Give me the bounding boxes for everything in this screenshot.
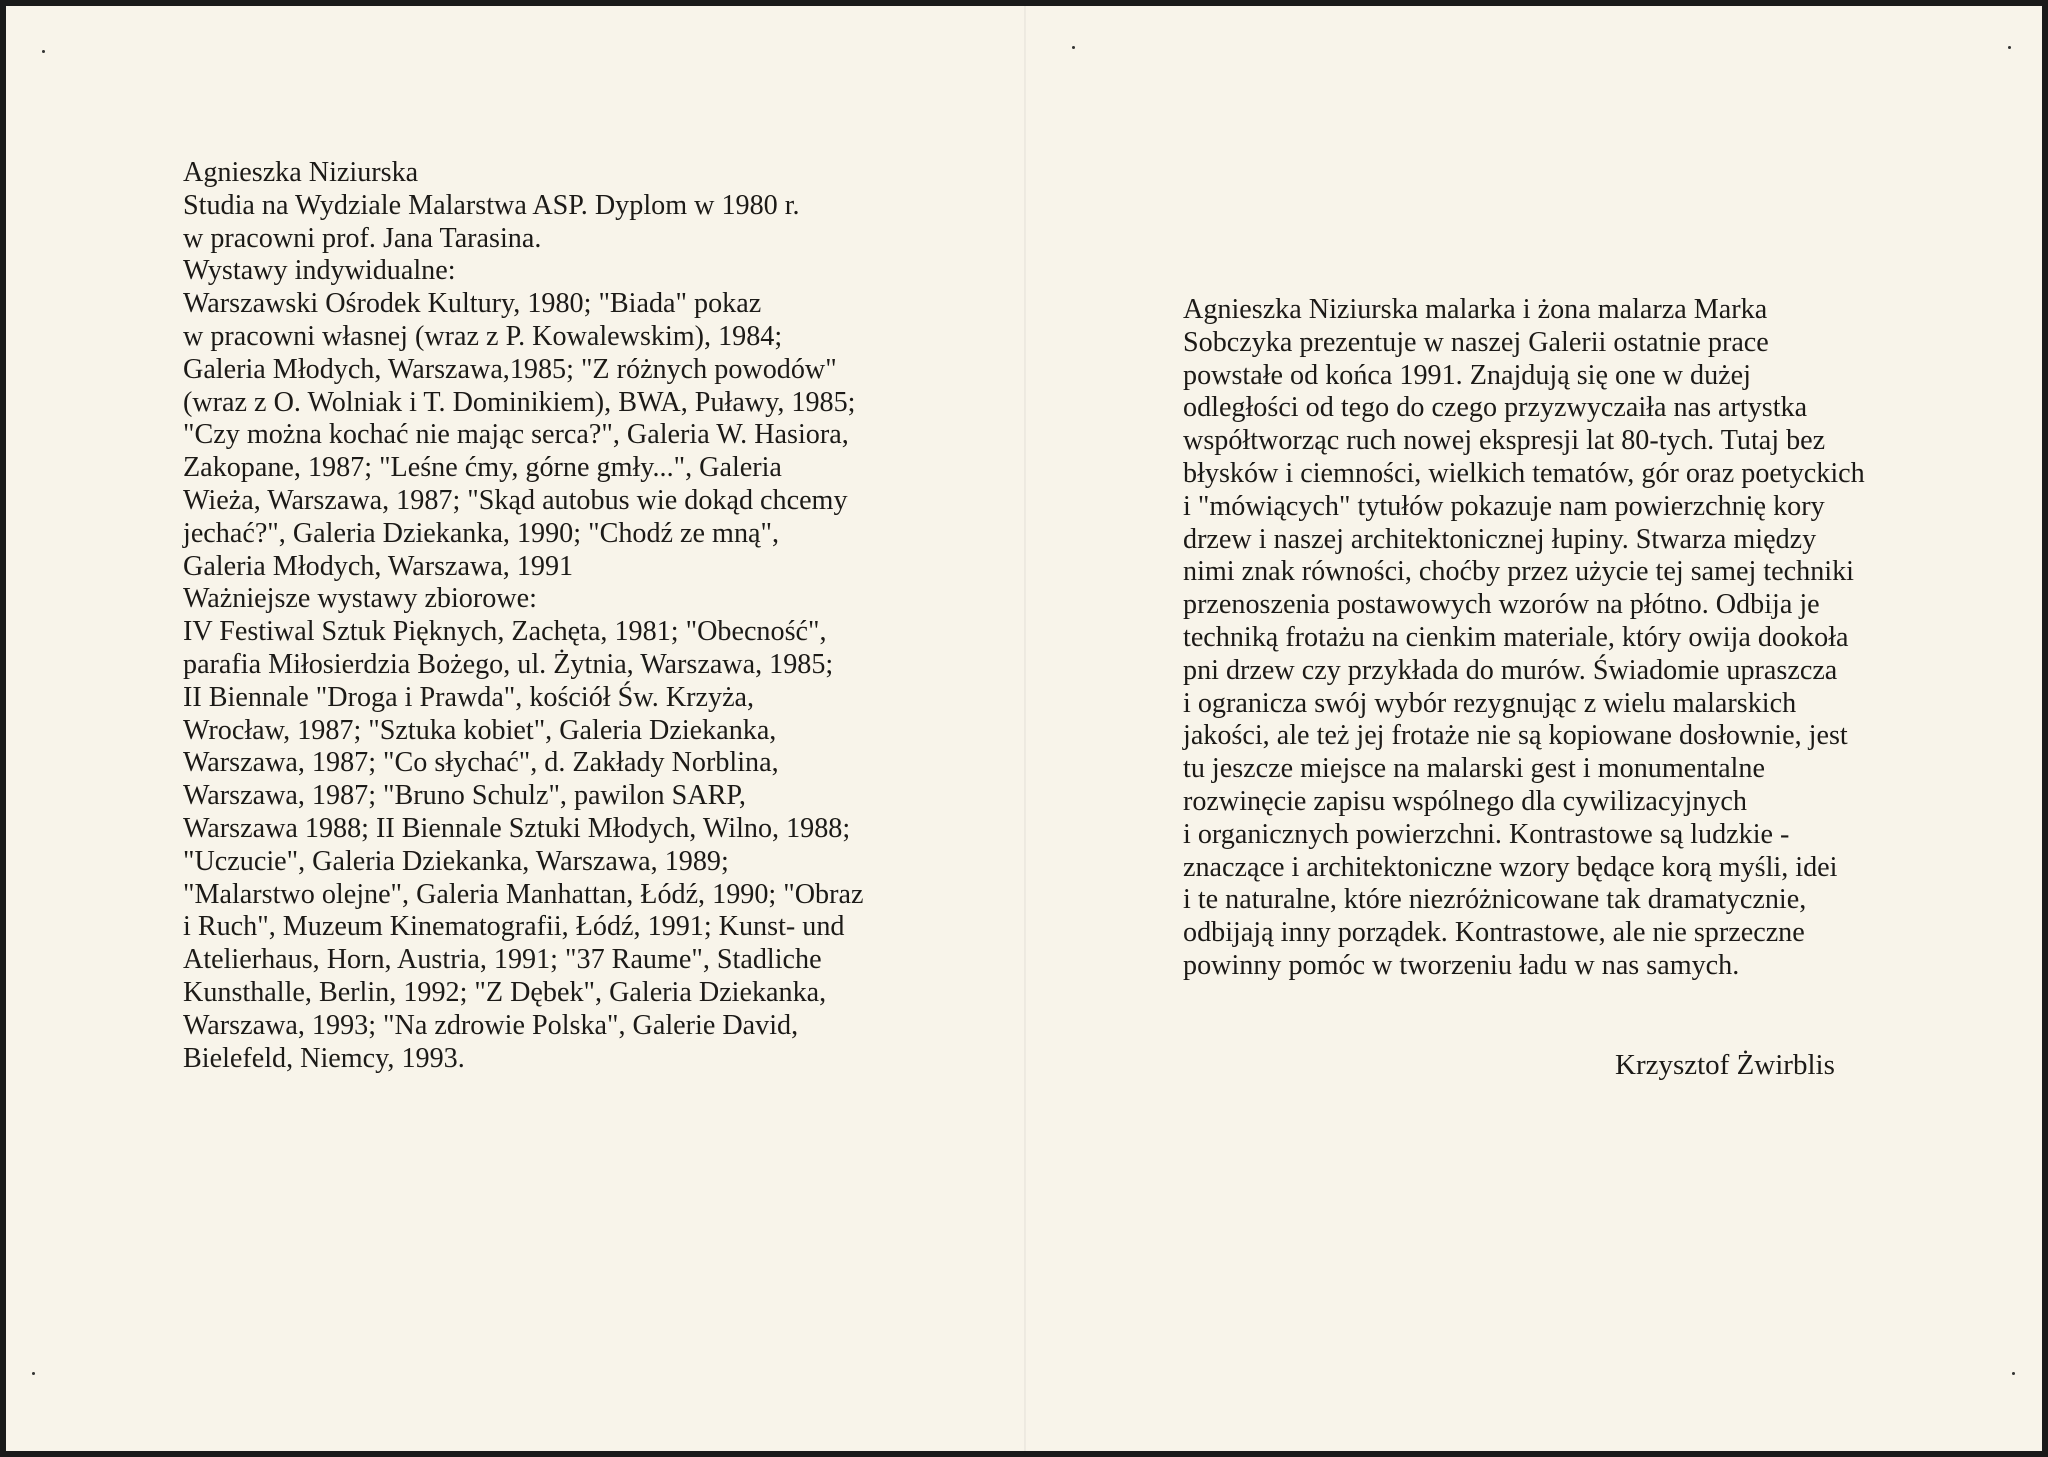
text-line: odbijają inny porządek. Kontrastowe, ale nie sprzeczne (1183, 916, 1805, 949)
text-line: Kunsthalle, Berlin, 1992; "Z Dębek", Galeria Dziekanka, (183, 975, 827, 1008)
text-line: powstałe od końca 1991. Znajdują się one w dużej (1183, 358, 1751, 391)
author-signature: Krzysztof Żwirblis (1615, 1049, 1835, 1081)
text-line: Wystawy indywidualne: (183, 254, 456, 287)
text-line: drzew i naszej architektonicznej łupiny. Stwarza między (1183, 522, 1817, 555)
text-line: i organicznych powierzchni. Kontrastowe są ludzkie - (1183, 817, 1790, 850)
text-line: i ogranicza swój wybór rezygnując z wielu malarskich (1183, 686, 1797, 719)
text-line: w pracowni własnej (wraz z P. Kowalewskim), 1984; (183, 319, 783, 352)
text-line: Zakopane, 1987; "Leśne ćmy, górne gmły...", Galeria (183, 451, 782, 484)
gallery-essay (1183, 293, 1886, 982)
text-line: współtworząc ruch nowej ekspresji lat 80-tych. Tutaj bez (1183, 424, 1826, 457)
text-line: "Malarstwo olejne", Galeria Manhattan, Łódź, 1990; "Obraz (183, 877, 864, 910)
text-line: Wrocław, 1987; "Sztuka kobiet", Galeria Dziekanka, (183, 713, 777, 746)
text-line: i "mówiących" tytułów pokazuje nam powierzchnię kory (1183, 489, 1825, 522)
page-fold (1024, 6, 1026, 1451)
text-line: Atelierhaus, Horn, Austria, 1991; "37 Raume", Stadliche (183, 943, 822, 976)
text-line: Wieża, Warszawa, 1987; "Skąd autobus wie dokąd chcemy (183, 483, 848, 516)
text-line: znaczące i architektoniczne wzory będące korą myśli, idei (1183, 850, 1838, 883)
artist-biography (183, 156, 884, 1074)
text-line: błysków i ciemności, wielkich tematów, gór oraz poetyckich (1183, 456, 1865, 489)
text-line: Warszawa, 1987; "Co słychać", d. Zakłady Norblina, (183, 746, 779, 779)
paper-speck (32, 1372, 35, 1375)
text-line: "Czy można kochać nie mając serca?", Galeria W. Hasiora, (183, 418, 849, 451)
text-line: w pracowni prof. Jana Tarasina. (183, 221, 542, 254)
text-line: parafia Miłosierdzia Bożego, ul. Żytnia, Warszawa, 1985; (183, 647, 834, 680)
text-line: jechać?", Galeria Dziekanka, 1990; "Chodź ze mną", (183, 516, 780, 549)
text-line: IV Festiwal Sztuk Pięknych, Zachęta, 1981; "Obecność", (183, 615, 827, 648)
paper-speck (1072, 46, 1075, 49)
text-line: Galeria Młodych, Warszawa, 1991 (183, 549, 574, 582)
paper-speck (2012, 1372, 2015, 1375)
text-line: przenoszenia postawowych wzorów na płótno. Odbija je (1183, 588, 1820, 621)
text-line: rozwinęcie zapisu wspólnego dla cywilizacyjnych (1183, 784, 1747, 817)
text-line: odległości od tego do czego przyzwyczaiła nas artystka (1183, 391, 1808, 424)
paper-speck (2008, 46, 2011, 49)
text-line: pni drzew czy przykłada do murów. Świadomie upraszcza (1183, 653, 1838, 686)
text-line: Agnieszka Niziurska malarka i żona malarza Marka (1183, 293, 1768, 325)
text-line: powinny pomóc w tworzeniu ładu w nas samych. (1183, 948, 1740, 981)
text-line: Agnieszka Niziurska (183, 156, 419, 188)
text-line: Galeria Młodych, Warszawa,1985; "Z różnych powodów" (183, 352, 837, 385)
text-line: Warszawa, 1987; "Bruno Schulz", pawilon SARP, (183, 779, 746, 812)
text-line: Warszawa 1988; II Biennale Sztuki Młodych, Wilno, 1988; (183, 811, 851, 844)
text-line: "Uczucie", Galeria Dziekanka, Warszawa, 1989; (183, 844, 729, 877)
text-line: Warszawski Ośrodek Kultury, 1980; "Biada" pokaz (183, 287, 762, 320)
text-line: Bielefeld, Niemcy, 1993. (183, 1041, 465, 1074)
text-line: i Ruch", Muzeum Kinematografii, Łódź, 1991; Kunst- und (183, 910, 845, 943)
text-line: Ważniejsze wystawy zbiorowe: (183, 582, 537, 615)
text-line: nimi znak równości, choćby przez użycie tej samej techniki (1183, 555, 1854, 588)
text-line: II Biennale "Droga i Prawda", kościół Św. Krzyża, (183, 680, 755, 713)
document-page (6, 6, 2042, 1451)
text-line: tu jeszcze miejsce na malarski gest i monumentalne (1183, 752, 1765, 785)
text-line: i te naturalne, które niezróżnicowane tak dramatycznie, (1183, 883, 1807, 916)
text-line: (wraz z O. Wolniak i T. Dominikiem), BWA, Puławy, 1985; (183, 385, 856, 418)
text-line: Studia na Wydziale Malarstwa ASP. Dyplom w 1980 r. (183, 188, 800, 221)
text-line: Sobczyka prezentuje w naszej Galerii ostatnie prace (1183, 325, 1769, 358)
text-line: Warszawa, 1993; "Na zdrowie Polska", Galerie David, (183, 1008, 799, 1041)
text-line: techniką frotażu na cienkim materiale, który owija dookoła (1183, 620, 1849, 653)
paper-speck (42, 50, 45, 53)
text-line: jakości, ale też jej frotaże nie są kopiowane dosłownie, jest (1183, 719, 1848, 752)
